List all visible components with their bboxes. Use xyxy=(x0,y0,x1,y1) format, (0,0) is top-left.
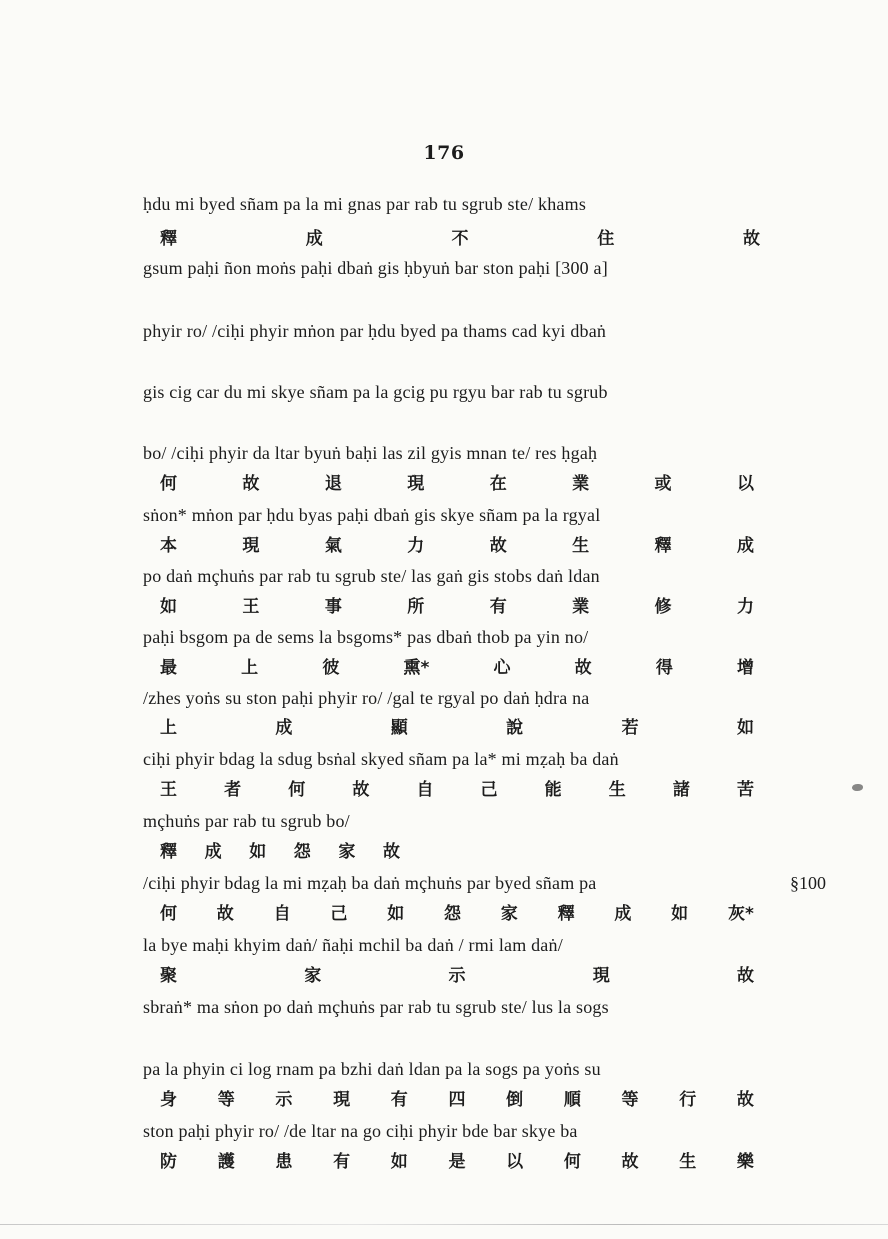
gloss-char: 生 xyxy=(679,1152,697,1172)
gloss-char: 現 xyxy=(407,474,425,494)
gloss-char: 生 xyxy=(572,536,590,556)
section-marker: §100 xyxy=(790,873,826,893)
gloss-char: 氣 xyxy=(324,536,342,556)
gloss-char: 成 xyxy=(275,718,293,738)
gloss-char: 釋 xyxy=(160,229,177,249)
gloss-char: 家 xyxy=(338,842,356,862)
gloss-char: 若 xyxy=(621,718,639,738)
gloss-char: 者 xyxy=(224,780,242,800)
gloss-char: 熏* xyxy=(403,658,430,678)
gloss-char: 故 xyxy=(743,229,760,249)
gloss-char: 己 xyxy=(330,904,348,924)
gloss-char: 上 xyxy=(241,658,259,678)
tibetan-line-7: po daṅ mçhuṅs par rab tu sgrub ste/ las gaṅ gis stobs daṅ ldan xyxy=(143,566,600,586)
chinese-gloss-line-6 xyxy=(160,717,754,739)
tibetan-line-16: ston paḥi phyir ro/ /de ltar na go ciḥi phyir bde bar skye ba xyxy=(143,1121,578,1141)
chinese-gloss-line-10 xyxy=(160,965,754,987)
gloss-char: 故 xyxy=(621,1152,639,1172)
gloss-char: 說 xyxy=(506,718,524,738)
ink-speck-mark xyxy=(852,784,863,791)
tibetan-line-14: sbraṅ* ma sṅon po daṅ mçhuṅs par rab tu sgrub ste/ lus la sogs xyxy=(143,997,609,1017)
gloss-char: 不 xyxy=(451,229,469,249)
gloss-char: 在 xyxy=(489,474,507,494)
gloss-char: 護 xyxy=(217,1152,235,1172)
gloss-char: 心 xyxy=(493,658,511,678)
gloss-char: 生 xyxy=(608,780,626,800)
gloss-char: 或 xyxy=(654,474,672,494)
gloss-char: 示 xyxy=(448,966,466,986)
gloss-char: 何 xyxy=(288,780,306,800)
gloss-char: 故 xyxy=(489,536,507,556)
page-number: 176 xyxy=(423,142,465,164)
gloss-char: 如 xyxy=(736,718,754,738)
gloss-char: 何 xyxy=(160,904,177,924)
tibetan-line-15: pa la phyin ci log rnam pa bzhi daṅ ldan pa la sogs pa yoṅs su xyxy=(143,1059,601,1079)
chinese-gloss-line-1 xyxy=(160,228,760,250)
bottom-rule xyxy=(0,1224,888,1225)
gloss-char: 順 xyxy=(563,1090,581,1110)
gloss-char: 顯 xyxy=(390,718,408,738)
gloss-char: 故 xyxy=(216,904,234,924)
gloss-char: 患 xyxy=(275,1152,293,1172)
gloss-char: 釋 xyxy=(654,536,672,556)
gloss-char: 聚 xyxy=(160,966,177,986)
gloss-char: 等 xyxy=(217,1090,235,1110)
chinese-gloss-line-3 xyxy=(160,535,754,557)
gloss-char: 是 xyxy=(448,1152,466,1172)
gloss-char: 如 xyxy=(160,597,177,617)
tibetan-line-3: phyir ro/ /ciḥi phyir mṅon par ḥdu byed pa thams cad kyi dbaṅ xyxy=(143,321,607,341)
tibetan-line-13: la bye maḥi khyim daṅ/ ñaḥi mchil ba daṅ / rmi lam daṅ/ xyxy=(143,935,563,955)
gloss-char: 等 xyxy=(621,1090,639,1110)
gloss-char: 如 xyxy=(249,842,267,862)
gloss-char: 倒 xyxy=(506,1090,524,1110)
gloss-char: 成 xyxy=(614,904,632,924)
gloss-char: 有 xyxy=(390,1090,408,1110)
gloss-char: 現 xyxy=(592,966,610,986)
gloss-char: 以 xyxy=(736,474,754,494)
gloss-char: 增 xyxy=(736,658,754,678)
gloss-char: 得 xyxy=(655,658,673,678)
gloss-char: 故 xyxy=(737,966,754,986)
tibetan-line-1: ḥdu mi byed sñam pa la mi gnas par rab tu sgrub ste/ khams xyxy=(143,194,587,214)
gloss-char: 住 xyxy=(597,229,615,249)
gloss-char: 故 xyxy=(574,658,592,678)
gloss-char: 釋 xyxy=(557,904,575,924)
tibetan-line-9: /zhes yoṅs su ston paḥi phyir ro/ /gal te rgyal po daṅ ḥdra na xyxy=(143,688,590,708)
tibetan-line-4: gis cig car du mi skye sñam pa la gcig pu rgyu bar rab tu sgrub xyxy=(143,382,608,402)
gloss-char: 王 xyxy=(242,597,260,617)
gloss-char: 能 xyxy=(544,780,562,800)
gloss-char: 力 xyxy=(736,597,754,617)
gloss-char: 退 xyxy=(324,474,342,494)
gloss-char: 成 xyxy=(305,229,323,249)
gloss-char: 故 xyxy=(352,780,370,800)
gloss-char: 自 xyxy=(416,780,434,800)
gloss-char: 如 xyxy=(671,904,689,924)
gloss-char: 家 xyxy=(304,966,322,986)
chinese-gloss-line-12 xyxy=(160,1151,754,1173)
gloss-char: 己 xyxy=(480,780,498,800)
gloss-char: 如 xyxy=(390,1152,408,1172)
gloss-char: 家 xyxy=(500,904,518,924)
gloss-char: 故 xyxy=(736,1090,754,1110)
gloss-char: 現 xyxy=(242,536,260,556)
gloss-char: 樂 xyxy=(736,1152,754,1172)
tibetan-line-6: sṅon* mṅon par ḥdu byas paḥi dbaṅ gis skye sñam pa la rgyal xyxy=(143,505,601,525)
gloss-char: 彼 xyxy=(322,658,340,678)
gloss-char: 所 xyxy=(407,597,425,617)
gloss-char: 行 xyxy=(679,1090,697,1110)
gloss-char: 身 xyxy=(160,1090,177,1110)
chinese-gloss-line-2 xyxy=(160,473,754,495)
gloss-char: 王 xyxy=(160,780,177,800)
gloss-char: 何 xyxy=(563,1152,581,1172)
gloss-char: 四 xyxy=(448,1090,466,1110)
gloss-char: 如 xyxy=(387,904,405,924)
gloss-char: 事 xyxy=(324,597,342,617)
gloss-char: 有 xyxy=(333,1152,351,1172)
chinese-gloss-line-9 xyxy=(160,903,754,925)
gloss-char: 以 xyxy=(506,1152,524,1172)
gloss-char: 釋 xyxy=(160,842,177,862)
gloss-char: 有 xyxy=(489,597,507,617)
gloss-char: 示 xyxy=(275,1090,293,1110)
chinese-gloss-line-7 xyxy=(160,779,754,801)
gloss-char: 怨 xyxy=(293,842,311,862)
gloss-char: 業 xyxy=(572,474,590,494)
gloss-char: 現 xyxy=(333,1090,351,1110)
gloss-char: 自 xyxy=(273,904,291,924)
chinese-gloss-line-4 xyxy=(160,596,754,618)
tibetan-line-11: mçhuṅs par rab tu sgrub bo/ xyxy=(143,811,350,831)
tibetan-line-8: paḥi bsgom pa de sems la bsgoms* pas dbaṅ thob pa yin no/ xyxy=(143,627,589,647)
chinese-gloss-line-5 xyxy=(160,657,754,679)
tibetan-line-5: bo/ /ciḥi phyir da ltar byuṅ baḥi las zil gyis mnan te/ res ḥgaḥ xyxy=(143,443,598,463)
gloss-char: 上 xyxy=(160,718,177,738)
gloss-char: 修 xyxy=(654,597,672,617)
gloss-char: 防 xyxy=(160,1152,177,1172)
gloss-char: 灰* xyxy=(727,904,754,924)
gloss-char: 業 xyxy=(572,597,590,617)
tibetan-line-10: ciḥi phyir bdag la sdug bsṅal skyed sñam pa la* mi mẓaḥ ba daṅ xyxy=(143,749,619,769)
gloss-char: 成 xyxy=(204,842,222,862)
chinese-gloss-line-11 xyxy=(160,1089,754,1111)
gloss-char: 故 xyxy=(382,842,400,862)
gloss-char: 苦 xyxy=(736,780,754,800)
gloss-char: 最 xyxy=(160,658,177,678)
gloss-char: 故 xyxy=(242,474,260,494)
chinese-gloss-line-8 xyxy=(160,841,400,863)
gloss-char: 力 xyxy=(407,536,425,556)
tibetan-line-2: gsum paḥi ñon moṅs paḥi dbaṅ gis ḥbyuṅ bar ston paḥi [300 a] xyxy=(143,258,608,278)
gloss-char: 本 xyxy=(160,536,177,556)
gloss-char: 成 xyxy=(736,536,754,556)
tibetan-line-12: /ciḥi phyir bdag la mi mẓaḥ ba daṅ mçhuṅs par byed sñam pa xyxy=(143,873,597,893)
gloss-char: 何 xyxy=(160,474,177,494)
gloss-char: 怨 xyxy=(443,904,461,924)
gloss-char: 諸 xyxy=(672,780,690,800)
